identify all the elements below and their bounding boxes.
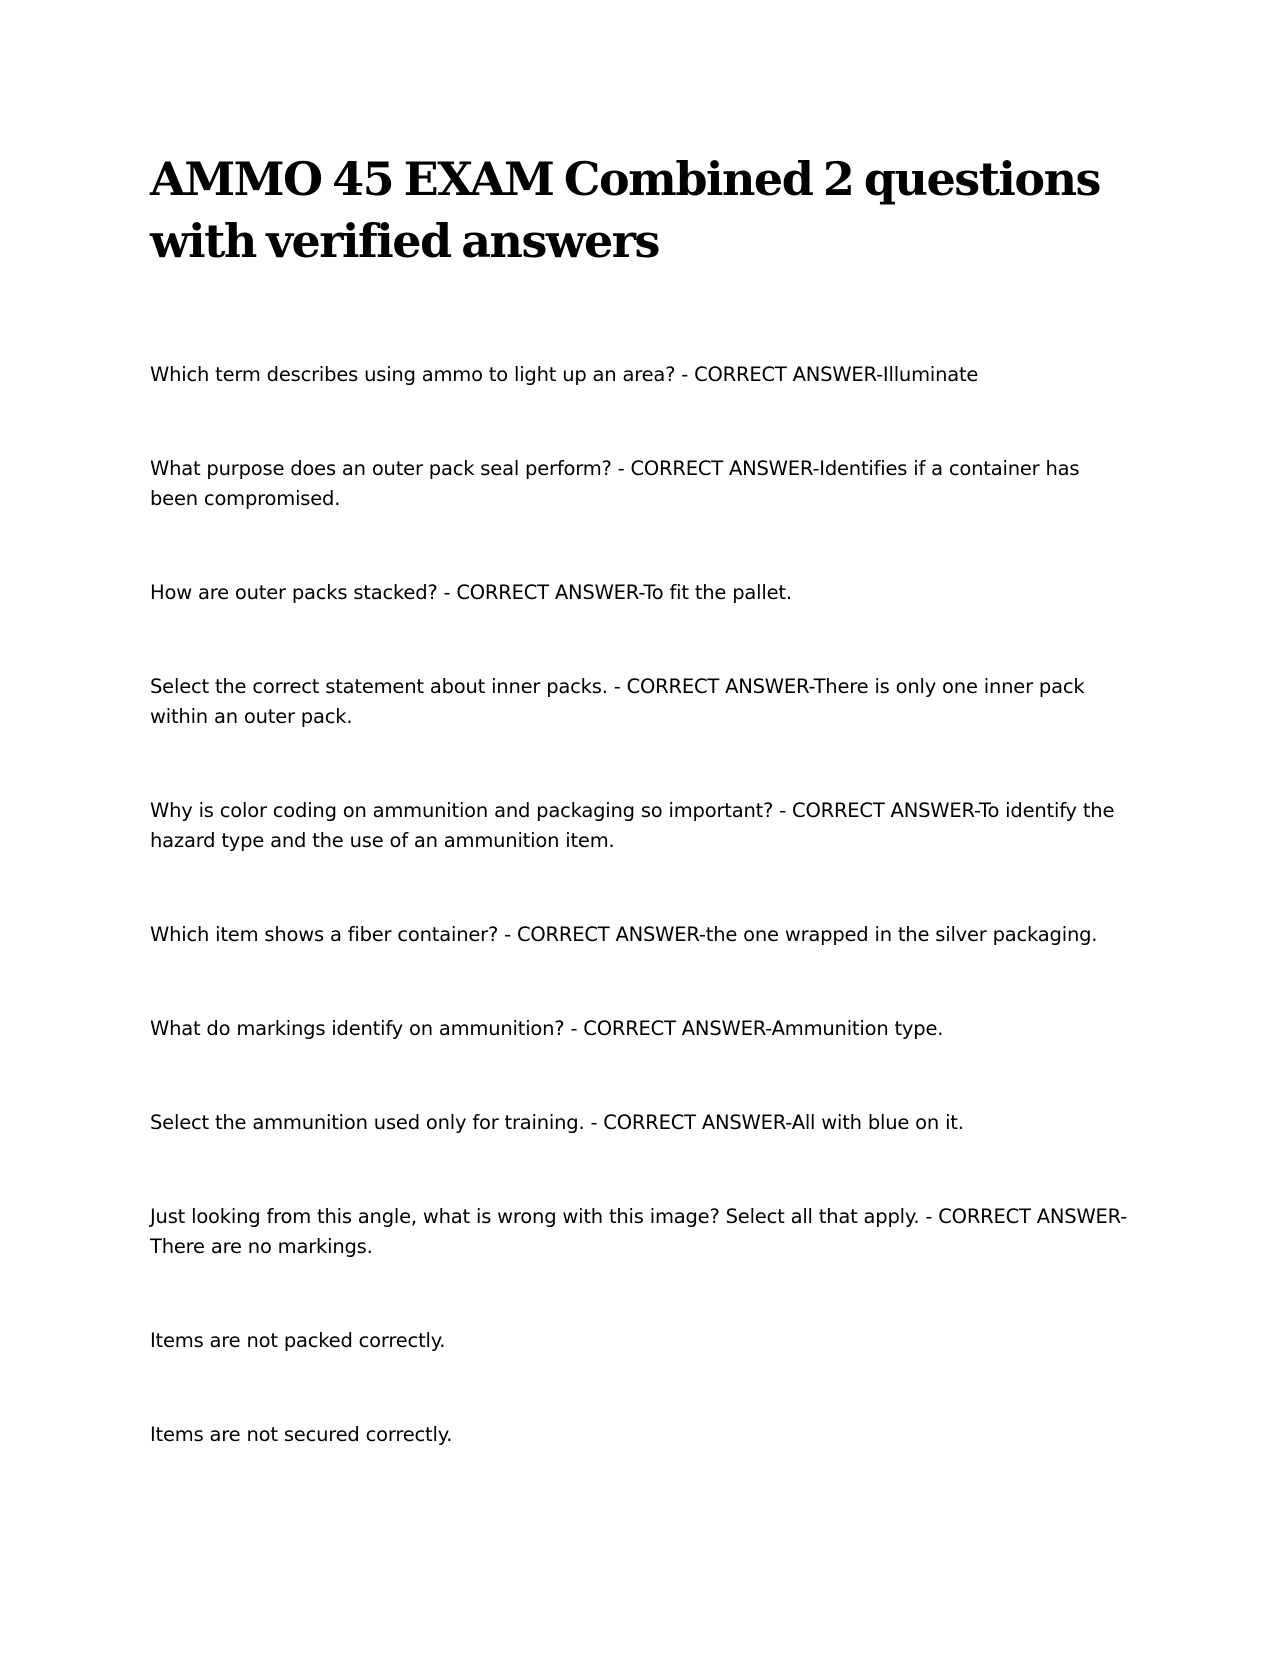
- qa-item: How are outer packs stacked? - CORRECT ANSWER-To fit the pallet.: [150, 581, 792, 604]
- qa-list: [150, 360, 1130, 1450]
- qa-item: Select the correct statement about inner packs. - CORRECT ANSWER-There is only one inner pack within an outer pack.: [150, 675, 1085, 728]
- qa-item: Why is color coding on ammunition and packaging so important? - CORRECT ANSWER-To identify the hazard type and the use of an ammunition item.: [150, 799, 1115, 852]
- qa-item: Select the ammunition used only for training. - CORRECT ANSWER-All with blue on it.: [150, 1111, 964, 1134]
- qa-item: Just looking from this angle, what is wrong with this image? Select all that apply. - CORRECT ANSWER-There are no markings.: [150, 1205, 1128, 1258]
- document-title: AMMO 45 EXAM Combined 2 questions with verified answers: [150, 152, 1100, 268]
- document-content: [150, 148, 1130, 1514]
- qa-item: Which item shows a fiber container? - CORRECT ANSWER-the one wrapped in the silver packaging.: [150, 923, 1098, 946]
- qa-item: What do markings identify on ammunition? - CORRECT ANSWER-Ammunition type.: [150, 1017, 944, 1040]
- qa-item: What purpose does an outer pack seal perform? - CORRECT ANSWER-Identifies if a container has been compromised.: [150, 457, 1080, 510]
- qa-item: Items are not packed correctly.: [150, 1329, 446, 1352]
- qa-item: Items are not secured correctly.: [150, 1423, 453, 1446]
- qa-item: Which term describes using ammo to light up an area? - CORRECT ANSWER-Illuminate: [150, 363, 979, 386]
